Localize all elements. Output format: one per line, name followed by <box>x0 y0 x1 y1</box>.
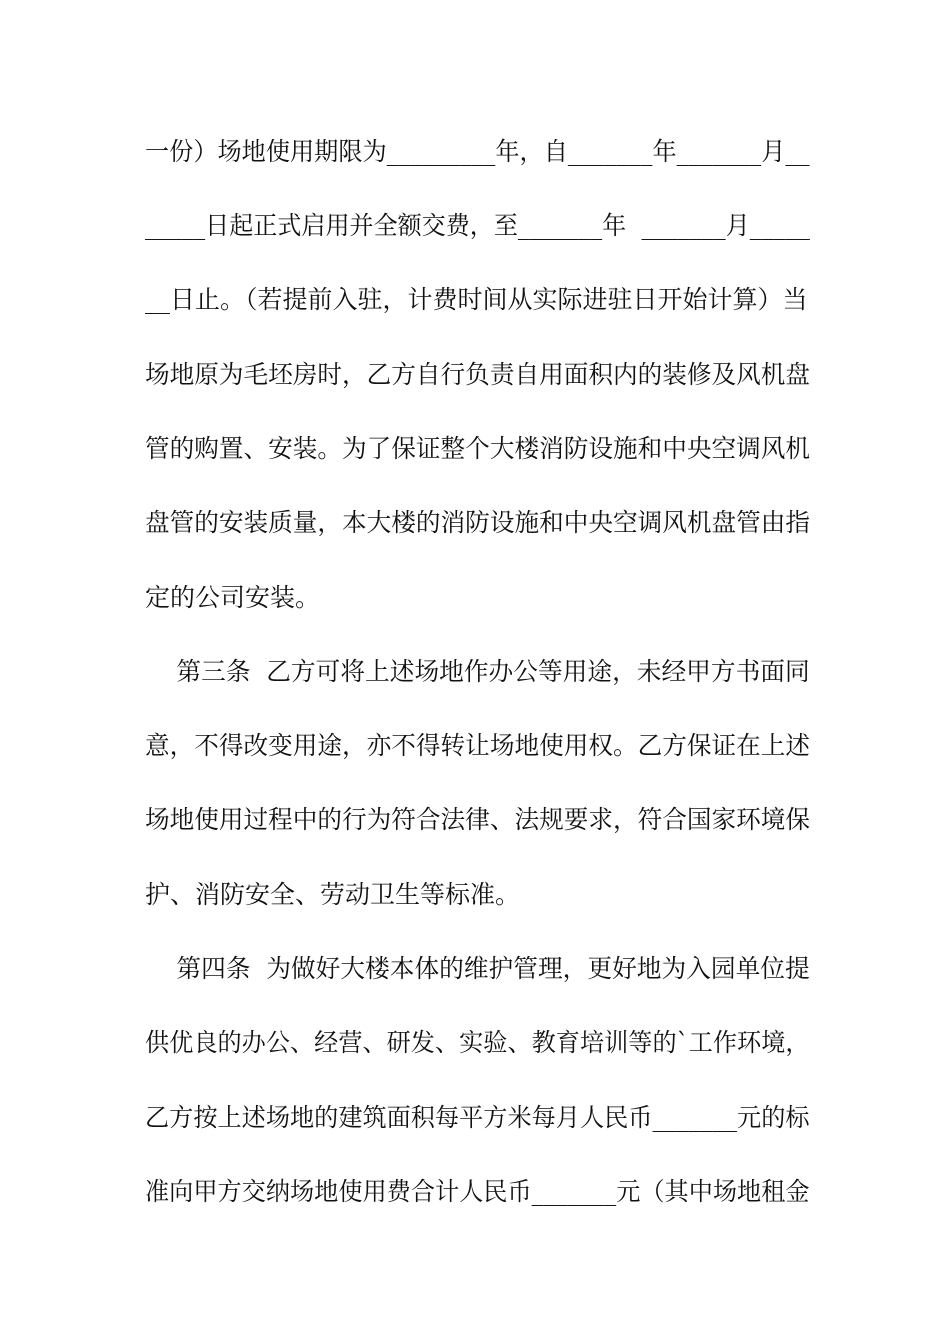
text-line: 意，不得改变用途，亦不得转让场地使用权。乙方保证在上述 <box>145 731 811 760</box>
text-line: 乙方按上述场地的建筑面积每平方米每月人民币_______元的标 <box>145 1103 810 1132</box>
text-line: __日止。（若提前入驻，计费时间从实际进驻日开始计算）当 <box>145 285 808 314</box>
text-line: 第三条 乙方可将上述场地作办公等用途，未经甲方书面同 <box>145 657 810 686</box>
text-line: 第四条 为做好大楼本体的维护管理，更好地为入园单位提 <box>145 954 810 983</box>
text-line: 一份）场地使用期限为_________年，自_______年_______月__ <box>145 137 810 166</box>
text-line: _____日起正式启用并全额交费，至_______年 _______月_____ <box>145 211 810 240</box>
text-line: 定的公司安装。 <box>145 583 321 612</box>
text-line: 场地使用过程中的行为符合法律、法规要求，符合国家环境保 <box>145 805 811 834</box>
text-line: 供优良的办公、经营、研发、实验、教育培训等的`工作环境， <box>145 1028 810 1057</box>
text-line: 场地原为毛坯房时，乙方自行负责自用面积内的装修及风机盘 <box>145 360 811 389</box>
text-line: 盘管的安装质量，本大楼的消防设施和中央空调风机盘管由指 <box>145 508 811 537</box>
text-line: 护、消防安全、劳动卫生等标准。 <box>145 880 521 909</box>
text-line: 管的购置、安装。为了保证整个大楼消防设施和中央空调风机 <box>145 434 811 463</box>
text-line: 准向甲方交纳场地使用费合计人民币_______元（其中场地租金 <box>145 1177 810 1206</box>
